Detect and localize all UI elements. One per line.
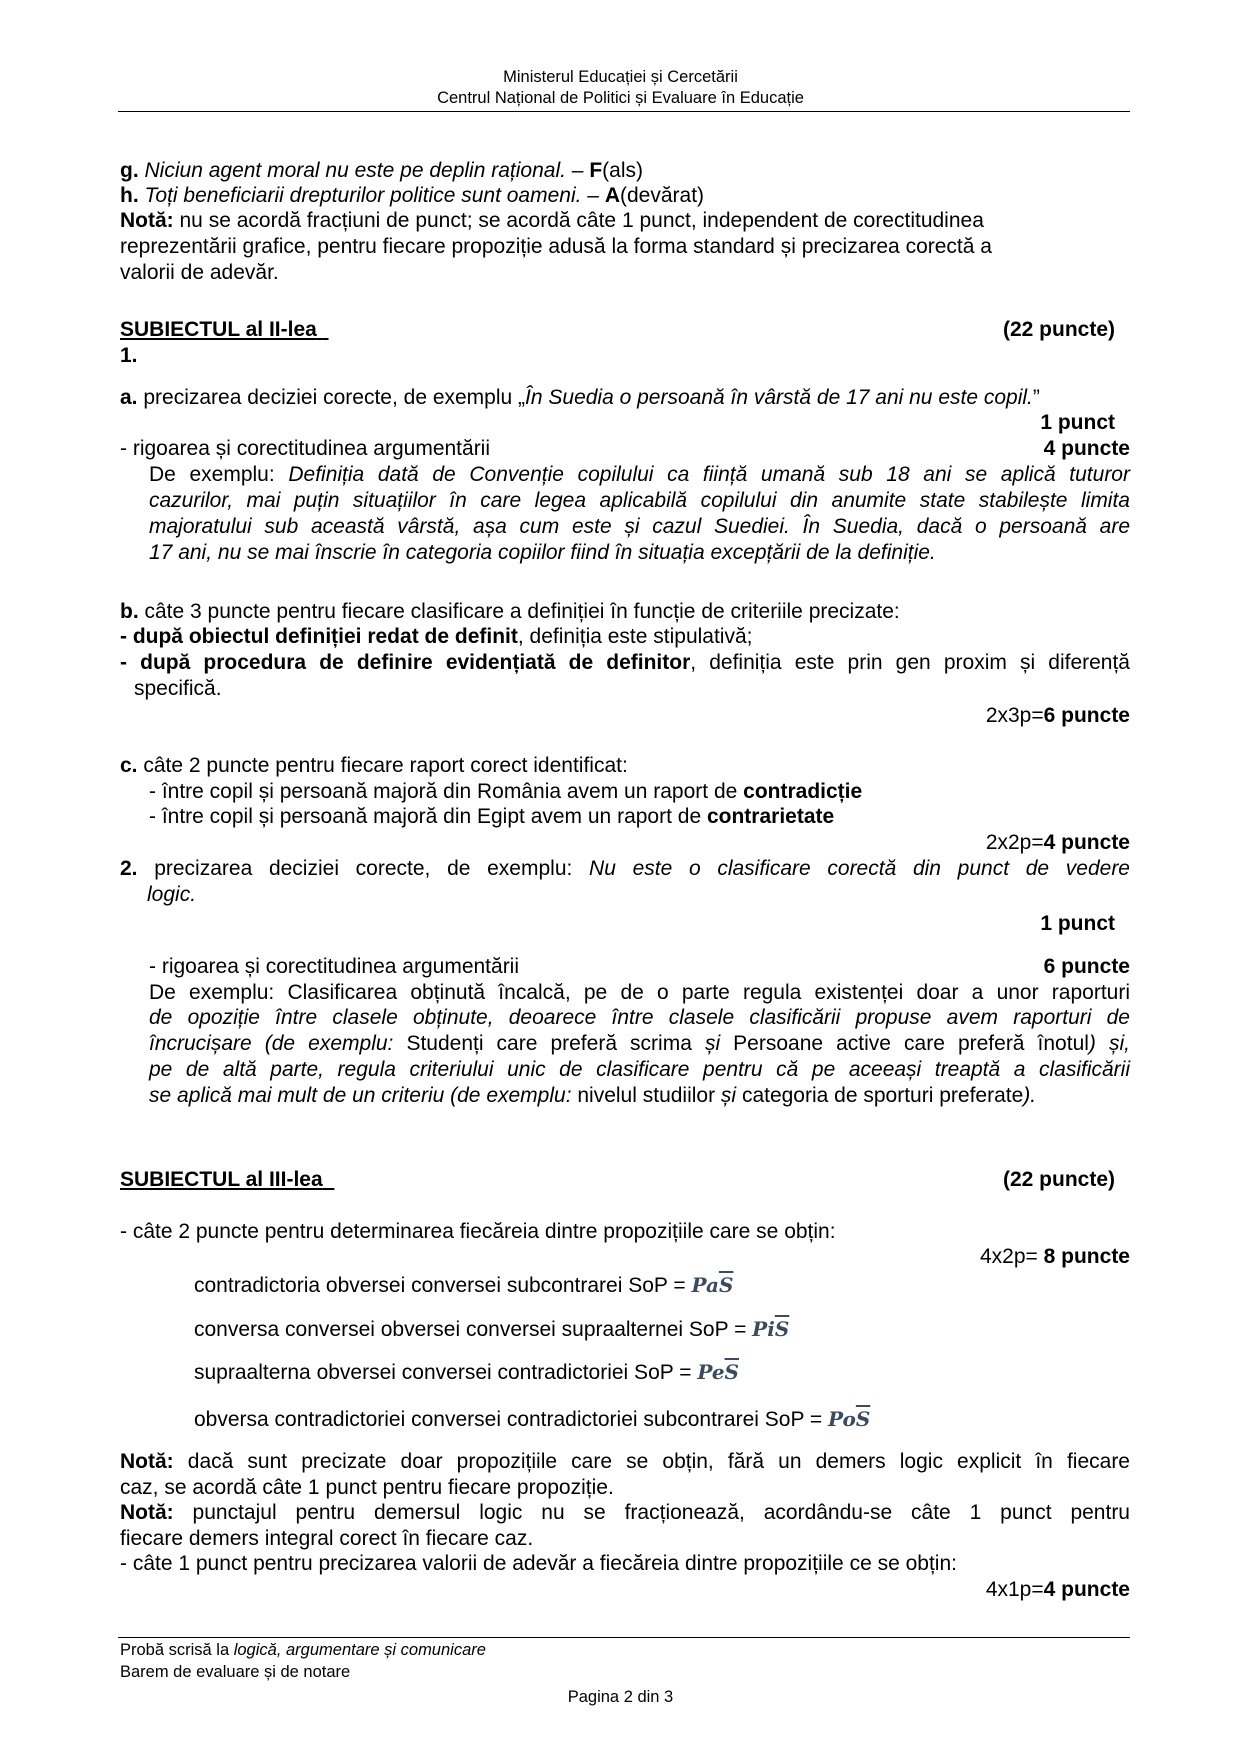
formula-4: $Po\overline{S}$ xyxy=(828,1407,871,1431)
s3-intro-points: 4x2p= 8 puncte xyxy=(980,1245,1130,1268)
nota-s1-line2: reprezentării grafice, pentru fiecare propoziție adusă la forma standard și precizarea corectă a xyxy=(120,235,992,258)
s2-1c-rel1: - între copil și persoană majoră din România avem un raport de contradicție xyxy=(149,780,863,803)
s2-1b-criteria2: - după procedura de definire evidențiată de definitor, definiția este prin gen proxim și diferență xyxy=(120,651,1130,674)
s3-nota2-l1: Notă: punctajul pentru demersul logic nu se fracționează, acordându-se câte 1 punct pentru xyxy=(120,1501,1130,1524)
s2-2-example-l4: pe de altă parte, regula criteriului unic de clasificare pentru că pe aceeași treaptă a clasificării xyxy=(149,1058,1130,1081)
footer-barem: Barem de evaluare și de notare xyxy=(120,1663,351,1681)
s2-2-example-l5: se aplică mai mult de un criteriu (de exemplu: nivelul studiilor și categoria de sporturi preferate). xyxy=(149,1084,1037,1107)
s2-1c-points: 2x2p=4 puncte xyxy=(985,831,1130,854)
s2-1a-example-l1: De exemplu: Definiția dată de Convenție copilului ca ființă umană sub 18 ani se aplică tuturor xyxy=(149,463,1130,486)
s3-title: SUBIECTUL al III-lea (22 puncte) xyxy=(120,1168,1115,1191)
s2-2-rigoare-points: 6 puncte xyxy=(1043,955,1130,978)
s2-title: SUBIECTUL al II-lea (22 puncte) xyxy=(120,318,1115,341)
s2-2-example-l2: de opoziție între clasele obținute, deoarece între clasele clasificării propuse avem raporturi de xyxy=(149,1006,1130,1029)
s2-1a-example-l3: majoratului sub această vârstă, așa cum este și cazul Suediei. În Suedia, dacă o persoană are xyxy=(149,515,1130,538)
formula-1: $Pa\overline{S}$ xyxy=(691,1273,734,1297)
s3-prop-2: conversa conversei obversei conversei supraalternei SoP = $Pi\overline{S}$ xyxy=(194,1317,790,1341)
s2-1b-criteria2-cont: specifică. xyxy=(134,677,222,700)
s3-valoare-points: 4x1p=4 puncte xyxy=(985,1578,1130,1601)
s3-intro: - câte 2 puncte pentru determinarea fiecăreia dintre propozițiile care se obțin: xyxy=(120,1220,836,1243)
s2-1c: c. câte 2 puncte pentru fiecare raport corect identificat: xyxy=(120,754,628,777)
s2-item-2-cont: logic. xyxy=(147,883,197,906)
s2-1b-criteria1: - după obiectul definiției redat de definit, definiția este stipulativă; xyxy=(120,625,753,648)
s2-1b-points: 2x3p=6 puncte xyxy=(985,704,1130,727)
s2-points: (22 puncte) xyxy=(1002,318,1115,341)
nota-s1-line1: Notă: nu se acordă fracțiuni de punct; se acordă câte 1 punct, independent de corectitudinea xyxy=(120,209,984,232)
s2-1a-example-l4: 17 ani, nu se mai înscrie în categoria copiilor fiind în situația excepțării de la definiție. xyxy=(149,541,936,564)
s2-1a-example-l2: cazurilor, mai puțin situațiilor în care legea aplicabilă copilului din anumite state stabilește limita xyxy=(149,489,1130,512)
s3-prop-3: supraalterna obversei conversei contradictoriei SoP = $Pe\overline{S}$ xyxy=(194,1360,739,1384)
s2-title-row xyxy=(120,317,1120,342)
item-g: g. Niciun agent moral nu este pe deplin rațional. – F(als) xyxy=(120,159,643,182)
s2-item-2: 2. precizarea deciziei corecte, de exemplu: Nu este o clasificare corectă din punct de vedere xyxy=(120,857,1130,880)
s2-2-example-l3: încrucișare (de exemplu: Studenți care preferă scrima și Persoane active care preferă înotul) și, xyxy=(149,1032,1130,1055)
s2-1a-points: 1 punct xyxy=(1040,411,1115,434)
item-h: h. Toți beneficiarii drepturilor politice sunt oameni. – A(devărat) xyxy=(120,184,705,207)
footer-rule xyxy=(118,1637,1130,1638)
s3-prop-4: obversa contradictoriei conversei contradictoriei subcontrarei SoP = $Po\overline{S}$ xyxy=(194,1407,871,1431)
footer-exam: Probă scrisă la logică, argumentare și comunicare xyxy=(120,1641,486,1659)
header-center: Centrul Național de Politici și Evaluare în Educație xyxy=(437,89,804,107)
footer-page-number: Pagina 2 din 3 xyxy=(567,1688,674,1706)
item-g-text: Niciun agent moral nu este pe deplin rațional. xyxy=(144,159,566,182)
s3-nota2-l2: fiecare demers integral corect în fiecare caz. xyxy=(120,1527,534,1550)
formula-2: $Pi\overline{S}$ xyxy=(752,1317,790,1341)
s3-points: (22 puncte) xyxy=(1002,1168,1115,1191)
s3-title-row xyxy=(120,1167,1120,1192)
s2-item-1: 1. xyxy=(120,344,138,367)
formula-3: $Pe\overline{S}$ xyxy=(697,1360,739,1384)
item-g-label: g. xyxy=(120,159,139,182)
s2-2-example-l1: De exemplu: Clasificarea obținută încalcă, pe de o parte regula existenței doar a unor raporturi xyxy=(149,981,1130,1004)
s2-1b: b. câte 3 puncte pentru fiecare clasificare a definiției în funcție de criteriile precizate: xyxy=(120,600,900,623)
s2-2-points: 1 punct xyxy=(1040,912,1115,935)
s2-2-rigoare: - rigoarea și corectitudinea argumentării xyxy=(149,955,520,978)
item-h-text: Toți beneficiarii drepturilor politice sunt oameni. xyxy=(144,184,582,207)
s2-1a: a. precizarea deciziei corecte, de exemplu „În Suedia o persoană în vârstă de 17 ani nu este copil.” xyxy=(120,386,1040,409)
s3-nota1-l2: caz, se acordă câte 1 punct pentru fiecare propoziție. xyxy=(120,1476,614,1499)
s3-prop-1: contradictoria obversei conversei subcontrarei SoP = $Pa\overline{S}$ xyxy=(194,1273,734,1297)
s3-valoare: - câte 1 punct pentru precizarea valorii de adevăr a fiecăreia dintre propozițiile ce se obțin: xyxy=(120,1552,957,1575)
header-ministry: Ministerul Educației și Cercetării xyxy=(503,68,738,86)
nota-label: Notă: xyxy=(120,209,174,232)
header-rule xyxy=(118,111,1130,112)
s2-1a-rigoare: - rigoarea și corectitudinea argumentării xyxy=(120,437,491,460)
s2-1a-rigoare-points: 4 puncte xyxy=(1043,437,1130,460)
nota-s1-line3: valorii de adevăr. xyxy=(120,261,279,284)
item-h-label: h. xyxy=(120,184,139,207)
s2-1c-rel2: - între copil și persoană majoră din Egipt avem un raport de contrarietate xyxy=(149,805,835,828)
s3-nota1-l1: Notă: dacă sunt precizate doar propozițiile care se obțin, fără un demers logic explicit în fiecare xyxy=(120,1450,1130,1473)
